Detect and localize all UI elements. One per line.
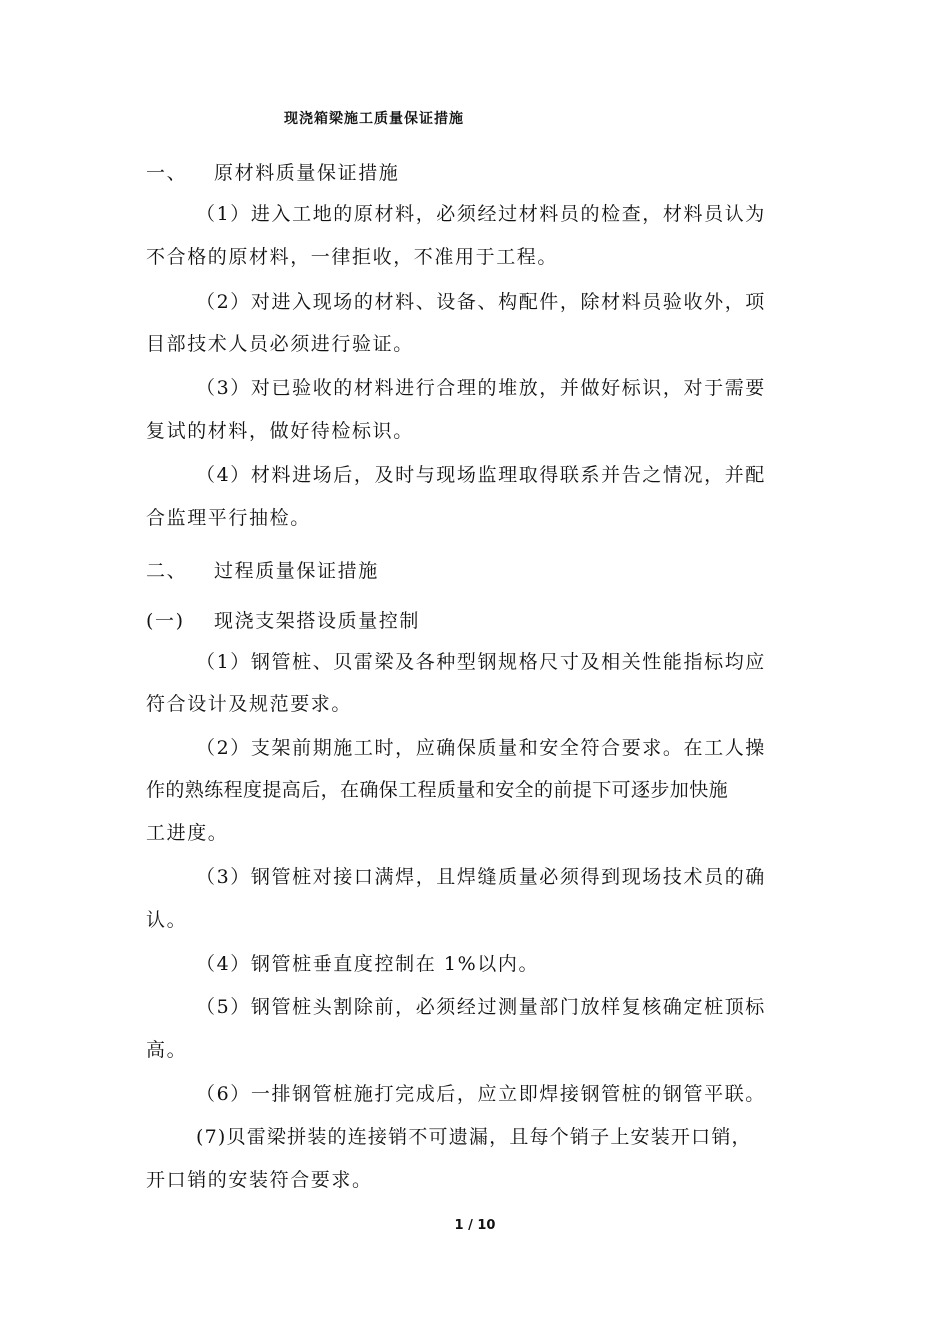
paragraph-line: (7)贝雷梁拼装的连接销不可遗漏，且每个销子上安装开口销， bbox=[196, 1126, 752, 1148]
section-heading bbox=[146, 556, 379, 583]
paragraph-line: 高。 bbox=[146, 1039, 188, 1061]
paragraph-line: （3）对已验收的材料进行合理的堆放，并做好标识，对于需要 bbox=[196, 377, 766, 399]
page-indicator: 1 / 10 bbox=[454, 1218, 496, 1233]
paragraph-line: （2）对进入现场的材料、设备、构配件，除材料员验收外，项 bbox=[196, 291, 766, 313]
subsection-number: (一) bbox=[146, 610, 185, 632]
paragraph-line: （3）钢管桩对接口满焊，且焊缝质量必须得到现场技术员的确 bbox=[196, 866, 766, 888]
paragraph-line: 符合设计及规范要求。 bbox=[146, 693, 353, 715]
subsection-heading bbox=[146, 606, 420, 633]
paragraph-line: （2）支架前期施工时，应确保质量和安全符合要求。在工人操 bbox=[196, 737, 766, 759]
paragraph-line: 作的熟练程度提高后，在确保工程质量和安全的前提下可逐步加快施 bbox=[146, 779, 729, 801]
section-number: 一、 bbox=[146, 162, 188, 184]
paragraph-line: 复试的材料，做好待检标识。 bbox=[146, 420, 414, 442]
paragraph-line: 工进度。 bbox=[146, 822, 229, 844]
paragraph-line: （1）钢管桩、贝雷梁及各种型钢规格尺寸及相关性能指标均应 bbox=[196, 651, 766, 673]
paragraph-line: （4）钢管桩垂直度控制在 1%以内。 bbox=[196, 953, 540, 975]
section-title: 原材料质量保证措施 bbox=[214, 162, 400, 184]
section-title: 过程质量保证措施 bbox=[214, 560, 379, 582]
paragraph-line: （6）一排钢管桩施打完成后，应立即焊接钢管桩的钢管平联。 bbox=[196, 1083, 766, 1105]
paragraph-line: （1）进入工地的原材料，必须经过材料员的检查，材料员认为 bbox=[196, 203, 766, 225]
paragraph-line: 认。 bbox=[146, 909, 188, 931]
paragraph-line: 合监理平行抽检。 bbox=[146, 507, 311, 529]
paragraph-line: 开口销的安装符合要求。 bbox=[146, 1169, 373, 1191]
paragraph-line: （4）材料进场后，及时与现场监理取得联系并告之情况，并配 bbox=[196, 464, 766, 486]
section-number: 二、 bbox=[146, 560, 188, 582]
paragraph-line: 不合格的原材料，一律拒收，不准用于工程。 bbox=[146, 246, 559, 268]
paragraph-line: 目部技术人员必须进行验证。 bbox=[146, 333, 414, 355]
paragraph-line: （5）钢管桩头割除前，必须经过测量部门放样复核确定桩顶标 bbox=[196, 996, 766, 1018]
document-title: 现浇箱梁施工质量保证措施 bbox=[284, 111, 464, 127]
subsection-title: 现浇支架搭设质量控制 bbox=[214, 610, 421, 632]
section-heading bbox=[146, 158, 399, 185]
